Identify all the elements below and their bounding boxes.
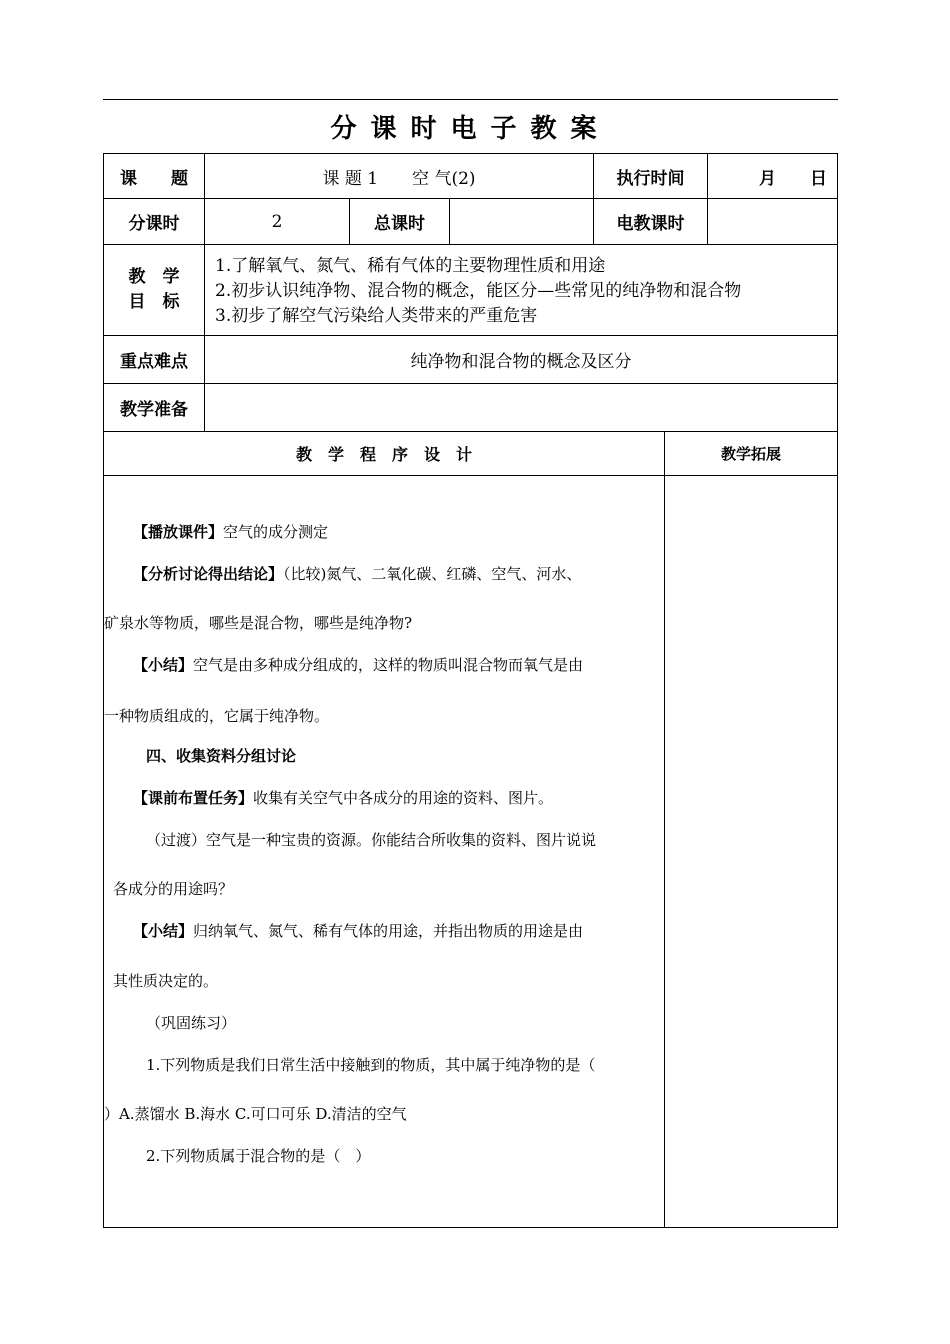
- goals-label-line1: 教 学: [128, 267, 180, 287]
- goal-item: 3.初步了解空气污染给人类带来的严重危害: [215, 306, 538, 326]
- period-value: 2: [271, 211, 283, 232]
- paragraph-continued: 各成分的用途吗？: [113, 880, 234, 898]
- row-divider: [103, 244, 838, 245]
- col-divider: [664, 431, 665, 1228]
- top-rule: [103, 99, 838, 100]
- paragraph-continued: 一种物质组成的，它属于纯净物。: [104, 707, 330, 725]
- table-border-right: [837, 153, 838, 1228]
- table-border-bottom: [103, 1227, 838, 1228]
- goals-label-line2: 目 标: [128, 292, 180, 312]
- paragraph: [133, 787, 553, 808]
- goals-label: [104, 245, 204, 335]
- design-header: 教 学 程 序 设 计: [295, 445, 472, 464]
- paragraph-continued: 其性质决定的。: [113, 972, 219, 990]
- tag: 【课前布置任务】: [133, 789, 254, 807]
- text: （比较)氮气、二氧化碳、红磷、空气、河水、: [283, 565, 582, 583]
- exec-time-label: 执行时间: [616, 168, 685, 189]
- tag: 【小结】: [133, 656, 194, 674]
- topic-value: 课 题 1 空 气(2): [322, 168, 476, 189]
- preparation-label: 教学准备: [120, 400, 188, 420]
- page-title: 分课时电子教案: [330, 114, 611, 144]
- exec-time-value: 月 日: [759, 168, 827, 189]
- topic-label: 课 题: [120, 168, 188, 189]
- goals-list: [215, 254, 741, 329]
- extension-header: 教学拓展: [720, 445, 781, 463]
- text: 收集有关空气中各成分的用途的资料、图片。: [253, 789, 554, 807]
- paragraph-continued: 矿泉水等物质，哪些是混合物，哪些是纯净物?: [104, 614, 413, 632]
- row-divider: [103, 475, 838, 476]
- electronic-periods-value: [708, 199, 837, 244]
- key-points-value: 纯净物和混合物的概念及区分: [410, 352, 632, 372]
- tag: 【播放课件】: [133, 523, 224, 541]
- paragraph: （过渡）空气是一种宝贵的资源。你能结合所收集的资料、图片说说: [146, 831, 597, 849]
- question: 1.下列物质是我们日常生活中接触到的物质，其中属于纯净物的是（: [146, 1056, 596, 1074]
- tag: 【分析讨论得出结论】: [133, 565, 284, 583]
- tag: 【小结】: [133, 922, 194, 940]
- paragraph: [133, 521, 328, 542]
- text: 空气是由多种成分组成的，这样的物质叫混合物而氧气是由: [193, 656, 584, 674]
- total-periods-label: 总课时: [374, 214, 425, 234]
- question-options: ）A.蒸馏水 B.海水 C.可口可乐 D.清洁的空气: [104, 1105, 407, 1123]
- total-periods-value: [450, 199, 593, 244]
- question: 2.下列物质属于混合物的是（ ）: [146, 1147, 371, 1165]
- electronic-periods-label: 电教课时: [616, 214, 685, 234]
- section-heading: 四、收集资料分组讨论: [146, 747, 297, 765]
- paragraph: （巩固练习）: [146, 1014, 237, 1032]
- text: 归纳氧气、氮气、稀有气体的用途，并指出物质的用途是由: [193, 922, 584, 940]
- key-points-label: 重点难点: [120, 352, 188, 372]
- preparation-value: [205, 384, 837, 431]
- goal-item: 1.了解氧气、氮气、稀有气体的主要物理性质和用途: [215, 256, 606, 276]
- text: 空气的成分测定: [223, 523, 329, 541]
- paragraph: [133, 563, 581, 584]
- goal-item: 2.初步认识纯净物、混合物的概念，能区分—些常见的纯净物和混合物: [215, 281, 742, 301]
- period-label: 分课时: [128, 214, 180, 234]
- paragraph: [133, 654, 583, 675]
- paragraph: [133, 920, 583, 941]
